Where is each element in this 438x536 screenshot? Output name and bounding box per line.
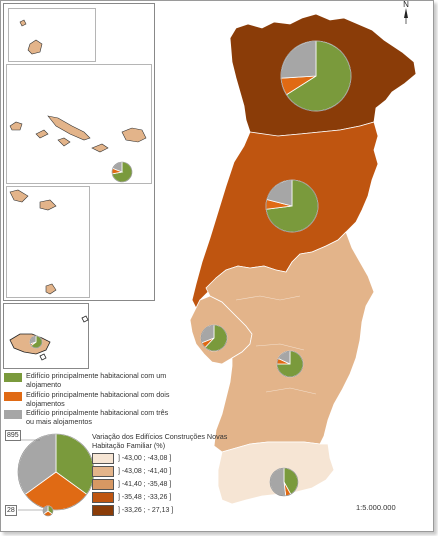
north-arrow-icon [404, 8, 408, 24]
choropleth-class-1 [92, 453, 171, 464]
pie-alentejo [277, 351, 303, 377]
legend-type-double [4, 391, 176, 408]
acores-island [92, 144, 108, 152]
pie-center [266, 180, 318, 232]
legend-swatch [92, 479, 114, 490]
pie-size-min [43, 506, 53, 516]
pie-acores [112, 162, 132, 182]
legend-swatch [92, 492, 114, 503]
acores-island [48, 116, 90, 140]
pie-size-max [18, 434, 94, 510]
legend-label: Edifício principalmente habitacional com três ou mais alojamentos [26, 408, 169, 426]
legend-swatch [4, 373, 22, 382]
porto-santo-island [82, 316, 88, 322]
choropleth-class-label: ] -33,26 ; - 27,13 ] [118, 507, 174, 514]
pie-lisboa [201, 325, 227, 351]
size-legend [18, 434, 94, 516]
size-legend-min: 28 [7, 507, 15, 514]
legend-swatch [92, 505, 114, 516]
acores-island [10, 190, 28, 202]
choropleth-class-3 [92, 479, 171, 490]
acores-island [46, 284, 56, 294]
choropleth-class-label: ] -43,00 ; -43,08 ] [118, 455, 172, 462]
desertas-island [40, 354, 46, 360]
acores-island [58, 138, 70, 146]
choropleth-class-label: ] -41,40 ; -35,48 ] [118, 481, 172, 488]
size-legend-max: 895 [7, 432, 19, 439]
pie-algarve [270, 468, 298, 496]
legend-swatch [92, 453, 114, 464]
acores-island [10, 122, 22, 130]
acores-island [36, 130, 48, 138]
legend-label: Edifício principalmente habitacional com dois alojamentos [26, 390, 170, 408]
acores-island [20, 20, 26, 26]
pie-north [281, 41, 351, 111]
choropleth-class-2 [92, 466, 171, 477]
choropleth-class-5 [92, 505, 173, 516]
acores-island [28, 40, 42, 54]
scale-label: 1:5.000.000 [356, 503, 396, 512]
legend-label: Edifício principalmente habitacional com um alojamento [26, 371, 167, 389]
choropleth-class-label: ] -35,48 ; -33,26 ] [118, 494, 172, 501]
legend-swatch [4, 410, 22, 419]
legend-swatch [92, 466, 114, 477]
acores-island [40, 200, 56, 210]
legend-swatch [4, 392, 22, 401]
north-label: N [403, 0, 409, 9]
legend-type-multi [4, 409, 176, 426]
choropleth-class-label: ] -43,08 ; -41,40 ] [118, 468, 172, 475]
acores-island [122, 128, 146, 142]
legend-type-single [4, 372, 176, 389]
choropleth-legend-title: Variação dos Edifícios Construções Novas Habitação Familiar (%) [92, 432, 228, 450]
pie-madeira [30, 336, 42, 348]
choropleth-class-4 [92, 492, 171, 503]
